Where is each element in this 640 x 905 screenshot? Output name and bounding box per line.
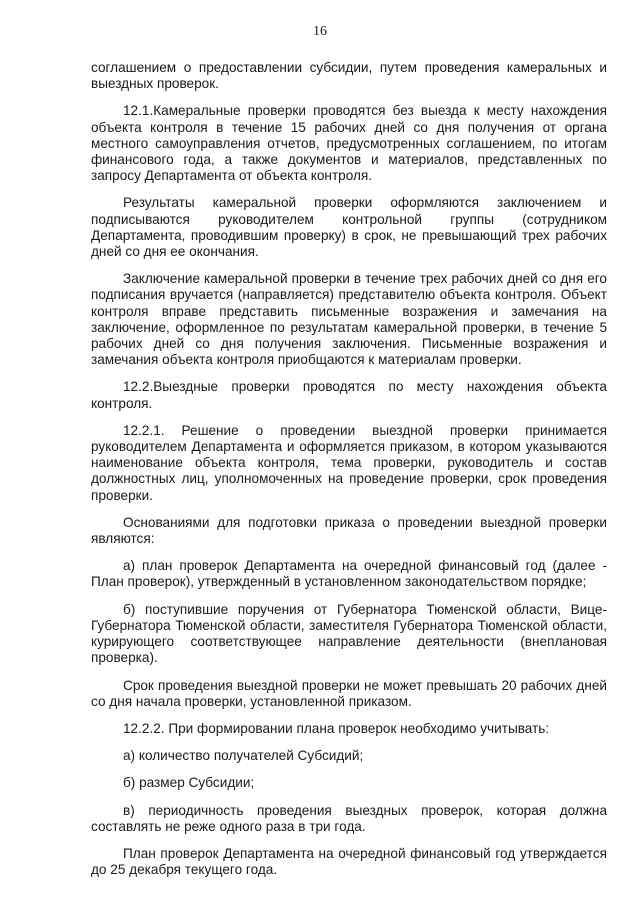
paragraph-results: Результаты камеральной проверки оформляются заключением и подписываются руководителем контрольной группы (сотрудником Департамента, проводившим проверку) в срок, не превышающий трех рабочих дней со дня ее окончания. bbox=[91, 195, 607, 260]
page-number: 16 bbox=[313, 24, 327, 39]
paragraph-list-b: б) размер Субсидии; bbox=[123, 775, 255, 791]
paragraph-12-2: 12.2.Выездные проверки проводятся по месту нахождения объекта контроля. bbox=[91, 379, 607, 411]
paragraph-grounds: Основаниями для подготовки приказа о проведении выездной проверки являются: bbox=[91, 514, 607, 547]
paragraph-item-a: а) план проверок Департамента на очередной финансовый год (далее - План проверок), утвержденный в установленном законодательством порядке; bbox=[91, 558, 607, 590]
paragraph-list-c: в) периодичность проведения выездных проверок, которая должна составлять не реже одного раза в три года. bbox=[91, 802, 607, 834]
paragraph-continuation: соглашением о предоставлении субсидии, путем проведения камеральных и выездных проверок. bbox=[91, 60, 607, 92]
paragraph-12-2-1: 12.2.1. Решение о проведении выездной проверки принимается руководителем Департамента и оформляется приказом, в котором указываются наименование объекта контроля, тема проверки, руководитель и состав должностных лиц, уполномоченных на проведение проверки, срок проведения проверки. bbox=[91, 422, 607, 503]
paragraph-duration: Срок проведения выездной проверки не может превышать 20 рабочих дней со дня начала проверки, установленной приказом. bbox=[91, 677, 607, 709]
paragraph-12-1: 12.1.Камеральные проверки проводятся без выезда к месту нахождения объекта контроля в течение 15 рабочих дней со дня получения от органа местного самоуправления отчетов, предусмотренных соглашением, по итогам финансового года, а также документов и материалов, представленных по запросу Департамента от объекта контроля. bbox=[91, 103, 607, 184]
paragraph-conclusion: Заключение камеральной проверки в течение трех рабочих дней со дня его подписания вручается (направляется) представителю объекта контроля. Объект контроля вправе представить письменные возражения и замечания на заключение, оформленное по результатам камеральной проверки, в течение 5 рабочих дней со дня получения заключения. Письменные возражения и замечания объекта контроля приобщаются к материалам проверки. bbox=[91, 271, 607, 368]
paragraph-list-a: а) количество получателей Субсидий; bbox=[123, 748, 364, 764]
paragraph-plan-approval: План проверок Департамента на очередной финансовый год утверждается до 25 декабря текущего года. bbox=[91, 845, 607, 878]
document-body bbox=[91, 60, 607, 889]
paragraph-item-b: б) поступившие поручения от Губернатора Тюменской области, Вице-Губернатора Тюменской области, заместителя Губернатора Тюменской области, курирующего соответствующее направление деятельности (внеплановая проверка). bbox=[91, 601, 607, 666]
paragraph-12-2-2: 12.2.2. При формировании плана проверок необходимо учитывать: bbox=[123, 720, 550, 736]
